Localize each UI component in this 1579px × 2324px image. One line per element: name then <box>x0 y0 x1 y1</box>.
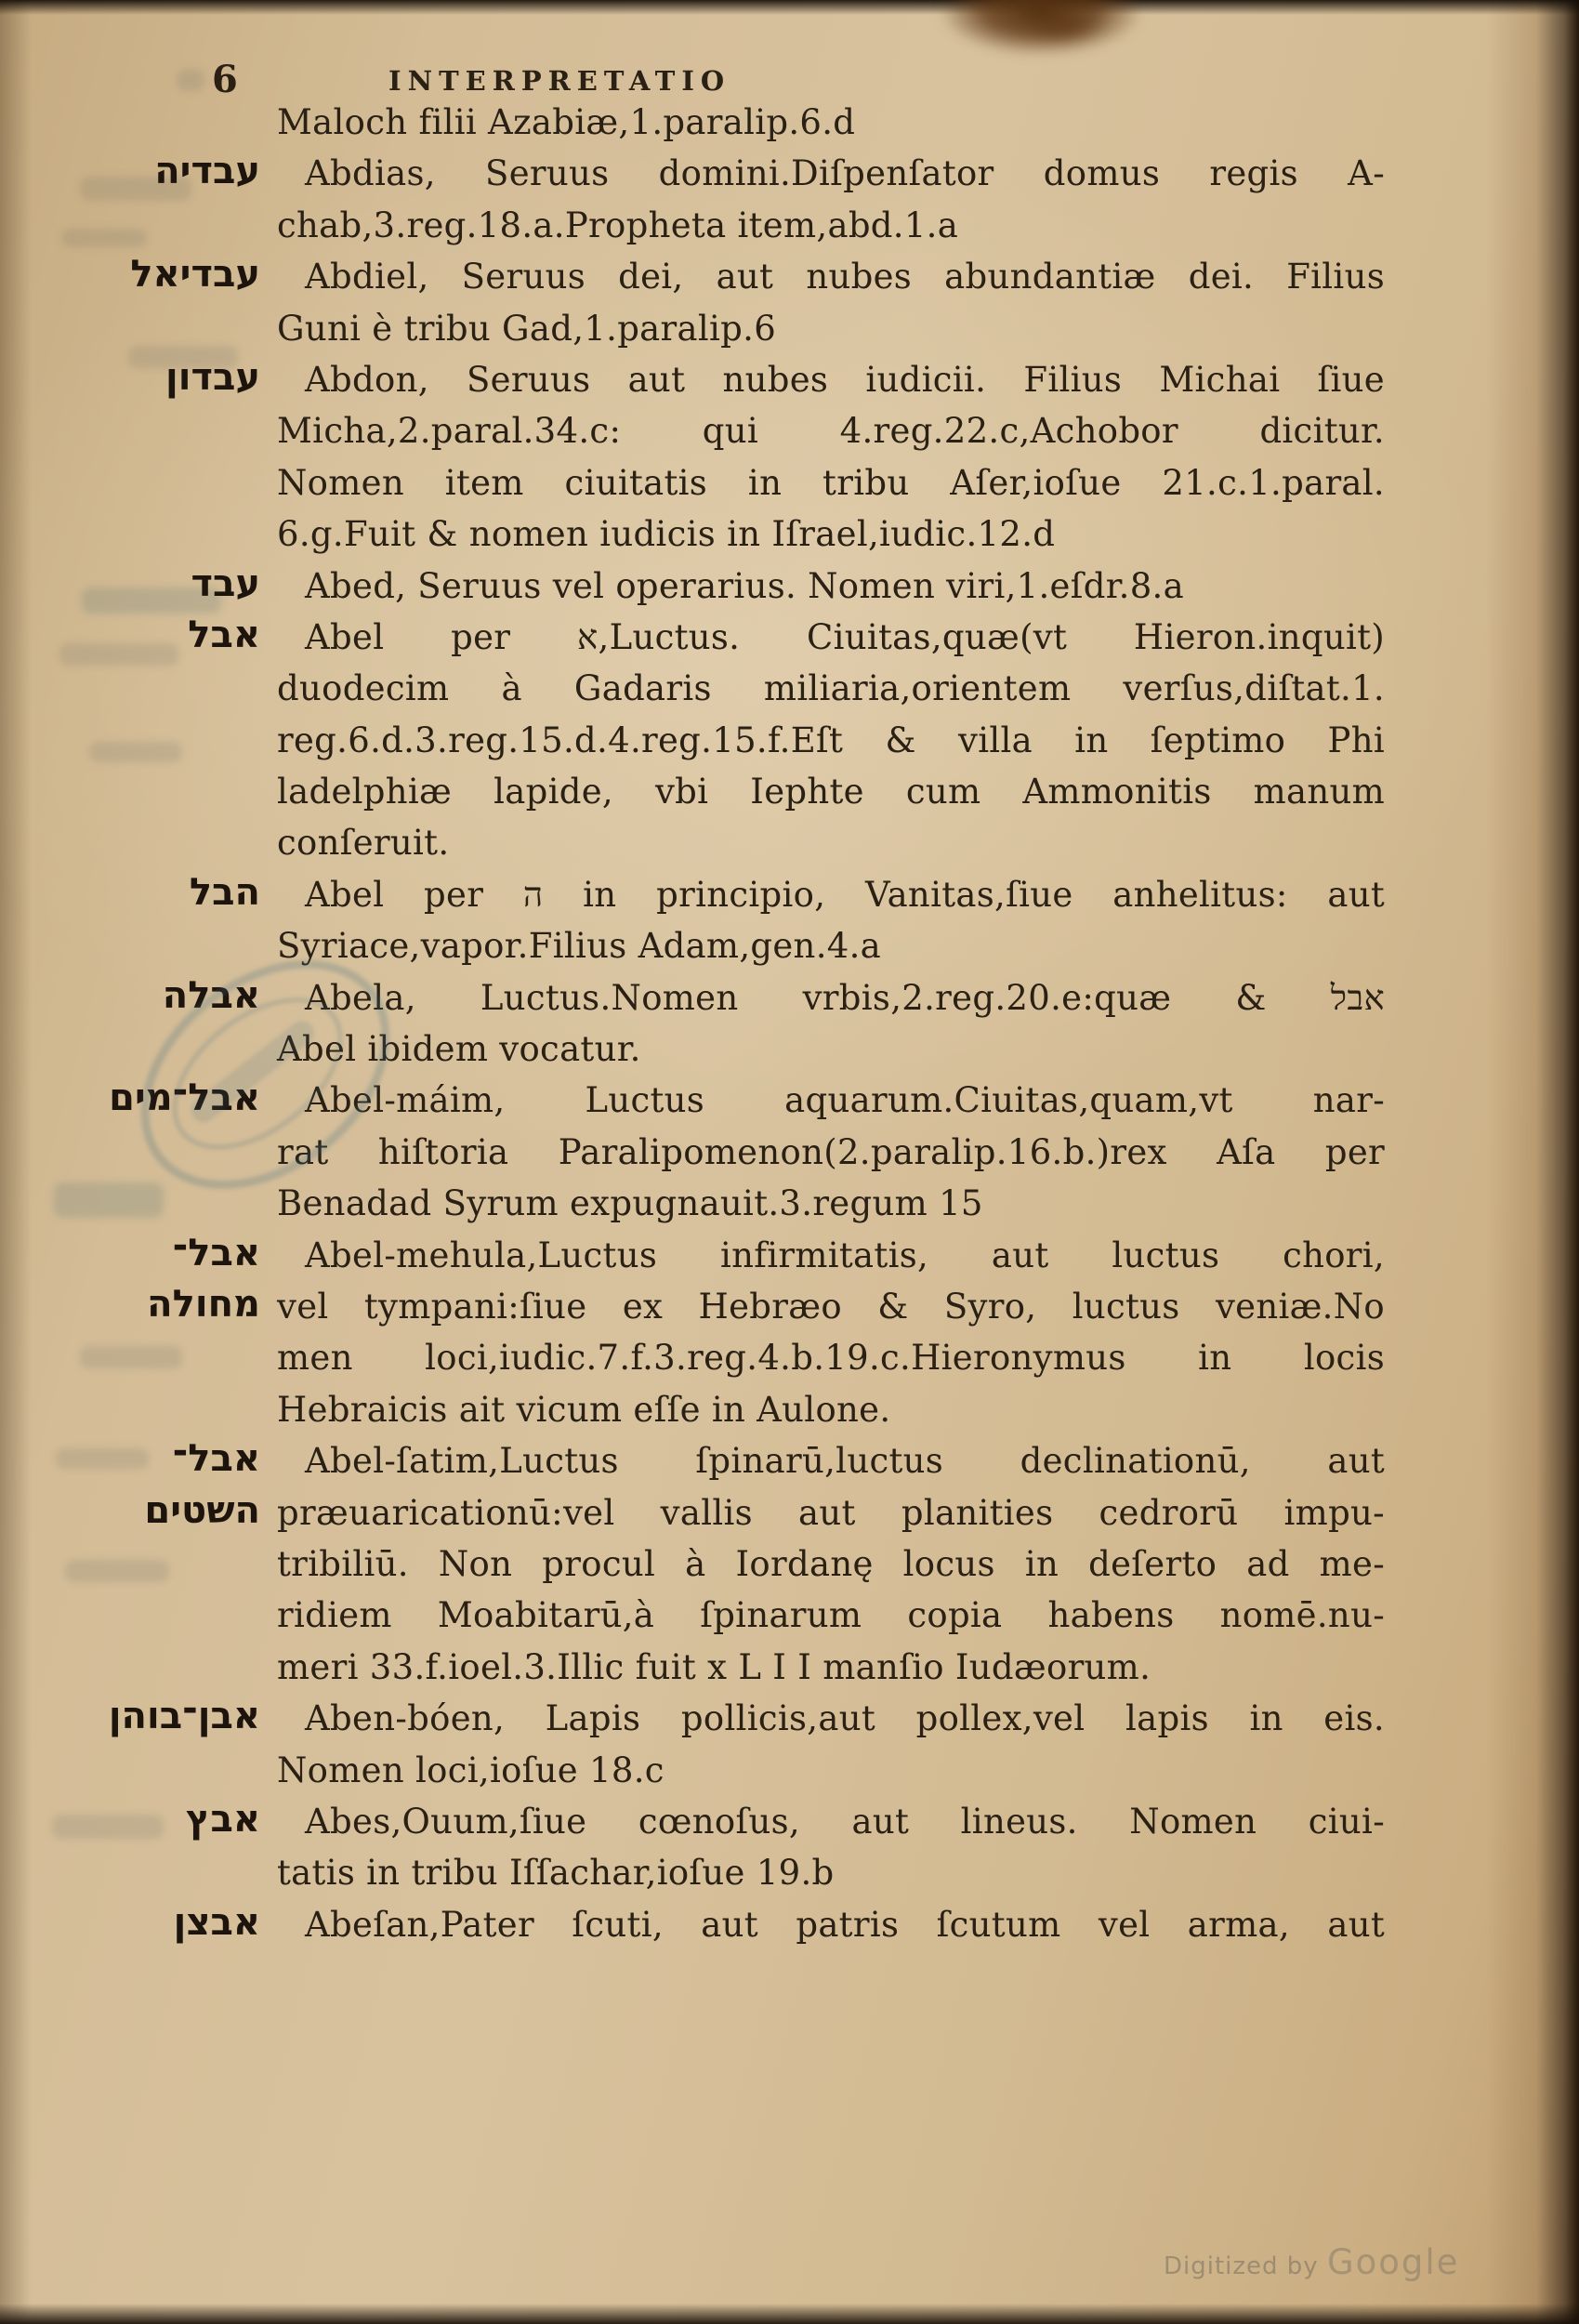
latin-text: ladelphiæ lapide, vbi Iephte cum Ammonitis manum <box>277 772 1385 812</box>
text-line <box>277 1642 1385 1693</box>
ink-showthrough-smudge <box>54 1182 164 1218</box>
running-title: INTERPRETATIO <box>388 65 731 97</box>
hebrew-margin-word: אבל־ <box>172 1231 260 1274</box>
hebrew-margin-word: עבד <box>191 561 260 605</box>
watermark-prefix: Digitized by <box>1164 2252 1319 2280</box>
hebrew-margin-word: הבל <box>189 870 260 914</box>
latin-text: Maloch filii Azabiæ,1.paralip.6.d <box>277 102 856 142</box>
text-line <box>154 148 1385 199</box>
latin-text: Benadad Syrum expugnauit.3.regum 15 <box>277 1183 983 1224</box>
latin-text: Abel per ה in principio, Vanitas,ſiue anhelitus: aut <box>305 874 1385 915</box>
ink-showthrough-smudge <box>52 1815 164 1839</box>
text-line <box>277 1178 1385 1229</box>
latin-text: 6.g.Fuit & nomen iudicis in Iſrael,iudic.12.d <box>277 514 1056 555</box>
text-line <box>172 1435 1385 1486</box>
hebrew-margin-word: עבדיה <box>154 150 260 193</box>
latin-text: Micha,2.paral.34.c: qui 4.reg.22.c,Achobor dicitur. <box>277 411 1385 452</box>
latin-text: Abdiel, Seruus dei, aut nubes abundantiæ dei. Filius <box>305 257 1385 297</box>
text-line <box>277 303 1385 354</box>
text-line <box>172 1230 1385 1281</box>
ink-showthrough-smudge <box>80 1346 182 1368</box>
hebrew-margin-word: אבצן <box>173 1900 260 1944</box>
ink-showthrough-smudge <box>65 1560 169 1582</box>
hebrew-margin-word: אבלה <box>162 973 260 1017</box>
ink-showthrough-smudge <box>61 229 147 247</box>
hebrew-margin-word: אבן־בוהן <box>108 1695 260 1738</box>
text-line <box>188 612 1385 663</box>
text-line <box>277 920 1385 971</box>
latin-text: chab,3.reg.18.a.Propheta item,abd.1.a <box>277 205 959 245</box>
text-line <box>277 508 1385 560</box>
text-line <box>277 1538 1385 1590</box>
text-line <box>277 1590 1385 1641</box>
latin-text: Hebraicis ait vicum eſſe in Aulone. <box>277 1389 891 1430</box>
text-line <box>277 457 1385 508</box>
latin-text: Abel ibidem vocatur. <box>277 1029 641 1070</box>
text-line <box>277 663 1385 714</box>
latin-text: ridiem Moabitarū,à ſpinarum copia habens nomē.nu- <box>277 1595 1385 1636</box>
hebrew-margin-word: אבל־מים <box>109 1076 260 1120</box>
hebrew-margin-word: אבל־ <box>172 1437 260 1481</box>
hebrew-margin-word: מחולה <box>147 1282 260 1326</box>
hebrew-margin-word: השטים <box>144 1488 260 1532</box>
text-line <box>147 1281 1385 1332</box>
text-block <box>108 97 1385 1950</box>
latin-text: tatis in tribu Iſſachar,ioſue 19.b <box>277 1853 835 1894</box>
text-line <box>191 561 1385 612</box>
latin-text: Abel-mehula,Luctus infirmitatis, aut luctus chori, <box>305 1235 1385 1275</box>
hebrew-margin-word: עבדון <box>164 355 260 399</box>
ink-showthrough-smudge <box>177 69 204 91</box>
hebrew-margin-word: אבל <box>188 613 260 656</box>
latin-text: conſeruit. <box>277 823 450 864</box>
latin-text: meri 33.f.ioel.3.Illic fuit x L I I manſio Iudæorum. <box>277 1646 1151 1687</box>
latin-text: Guni è tribu Gad,1.paralip.6 <box>277 308 777 349</box>
text-line <box>277 1332 1385 1383</box>
hebrew-margin-word: אבץ <box>186 1797 260 1841</box>
text-line <box>277 1023 1385 1075</box>
text-line <box>277 97 1385 148</box>
latin-text: Abeſan,Pater ſcuti, aut patris ſcutum vel arma, aut <box>305 1904 1385 1945</box>
text-line <box>144 1487 1385 1538</box>
latin-text: tribiliū. Non procul à Iordanę locus in deſerto ad me- <box>277 1543 1385 1584</box>
latin-text: vel tympani:ſiue ex Hebræo & Syro, luctus veniæ.No <box>277 1286 1385 1327</box>
latin-text: duodecim à Gadaris miliaria,orientem verſus,diſtat.1. <box>277 668 1385 709</box>
latin-text: Nomen loci,ioſue 18.c <box>277 1750 664 1790</box>
ink-showthrough-smudge <box>59 643 178 666</box>
text-line <box>173 1899 1385 1950</box>
text-line <box>186 1796 1385 1847</box>
latin-text: Abel-máim, Luctus aquarum.Ciuitas,quam,vt nar- <box>305 1080 1385 1121</box>
latin-text: Abel per א,Luctus. Ciuitas,quæ(vt Hieron.inquit) <box>305 616 1385 657</box>
watermark-brand: Google <box>1326 2242 1460 2282</box>
text-line <box>277 405 1385 456</box>
text-line <box>277 200 1385 251</box>
text-line <box>130 251 1385 302</box>
page-number: 6 <box>212 58 238 101</box>
latin-text: Nomen item ciuitatis in tribu Aſer,ioſue 21.c.1.paral. <box>277 462 1385 503</box>
text-line <box>277 1127 1385 1178</box>
text-line <box>164 354 1385 405</box>
text-line <box>277 715 1385 766</box>
text-line <box>277 1745 1385 1796</box>
text-line <box>277 766 1385 817</box>
latin-text: præuaricationū:vel vallis aut planities cedrorū impu- <box>277 1492 1385 1533</box>
page-stain <box>1022 7 1106 45</box>
ink-showthrough-smudge <box>89 742 182 762</box>
ink-showthrough-smudge <box>56 1448 149 1469</box>
text-line <box>162 972 1385 1023</box>
latin-text: Syriace,vapor.Filius Adam,gen.4.a <box>277 926 882 967</box>
latin-text: rat hiſtoria Paralipomenon(2.paralip.16.b.)rex Aſa per <box>277 1131 1385 1172</box>
hebrew-margin-word: עבדיאל <box>130 253 260 297</box>
google-watermark <box>1164 2242 1459 2282</box>
text-line <box>277 1847 1385 1898</box>
text-line <box>277 817 1385 868</box>
latin-text: men loci,iudic.7.f.3.reg.4.b.19.c.Hieronymus in locis <box>277 1338 1385 1379</box>
text-line <box>277 1384 1385 1435</box>
latin-text: Aben-bóen, Lapis pollicis,aut pollex,vel lapis in eis. <box>305 1698 1385 1739</box>
text-line <box>108 1693 1385 1744</box>
latin-text: Abed, Seruus vel operarius. Nomen viri,1.eſdr.8.a <box>305 565 1184 606</box>
latin-text: Abdon, Seruus aut nubes iudicii. Filius Michai ſiue <box>305 359 1385 400</box>
latin-text: Abela, Luctus.Nomen vrbis,2.reg.20.e:quæ & אבל <box>305 977 1385 1018</box>
latin-text: Abel-ſatim,Luctus ſpinarū,luctus declinationū, aut <box>305 1441 1385 1482</box>
latin-text: reg.6.d.3.reg.15.d.4.reg.15.f.Eſt & villa in ſeptimo Phi <box>277 720 1385 760</box>
latin-text: Abes,Ouum,ſiue cœnoſus, aut lineus. Nomen ciui- <box>305 1801 1385 1842</box>
latin-text: Abdias, Seruus domini.Diſpenſator domus regis A- <box>305 153 1385 194</box>
text-line <box>189 869 1385 920</box>
